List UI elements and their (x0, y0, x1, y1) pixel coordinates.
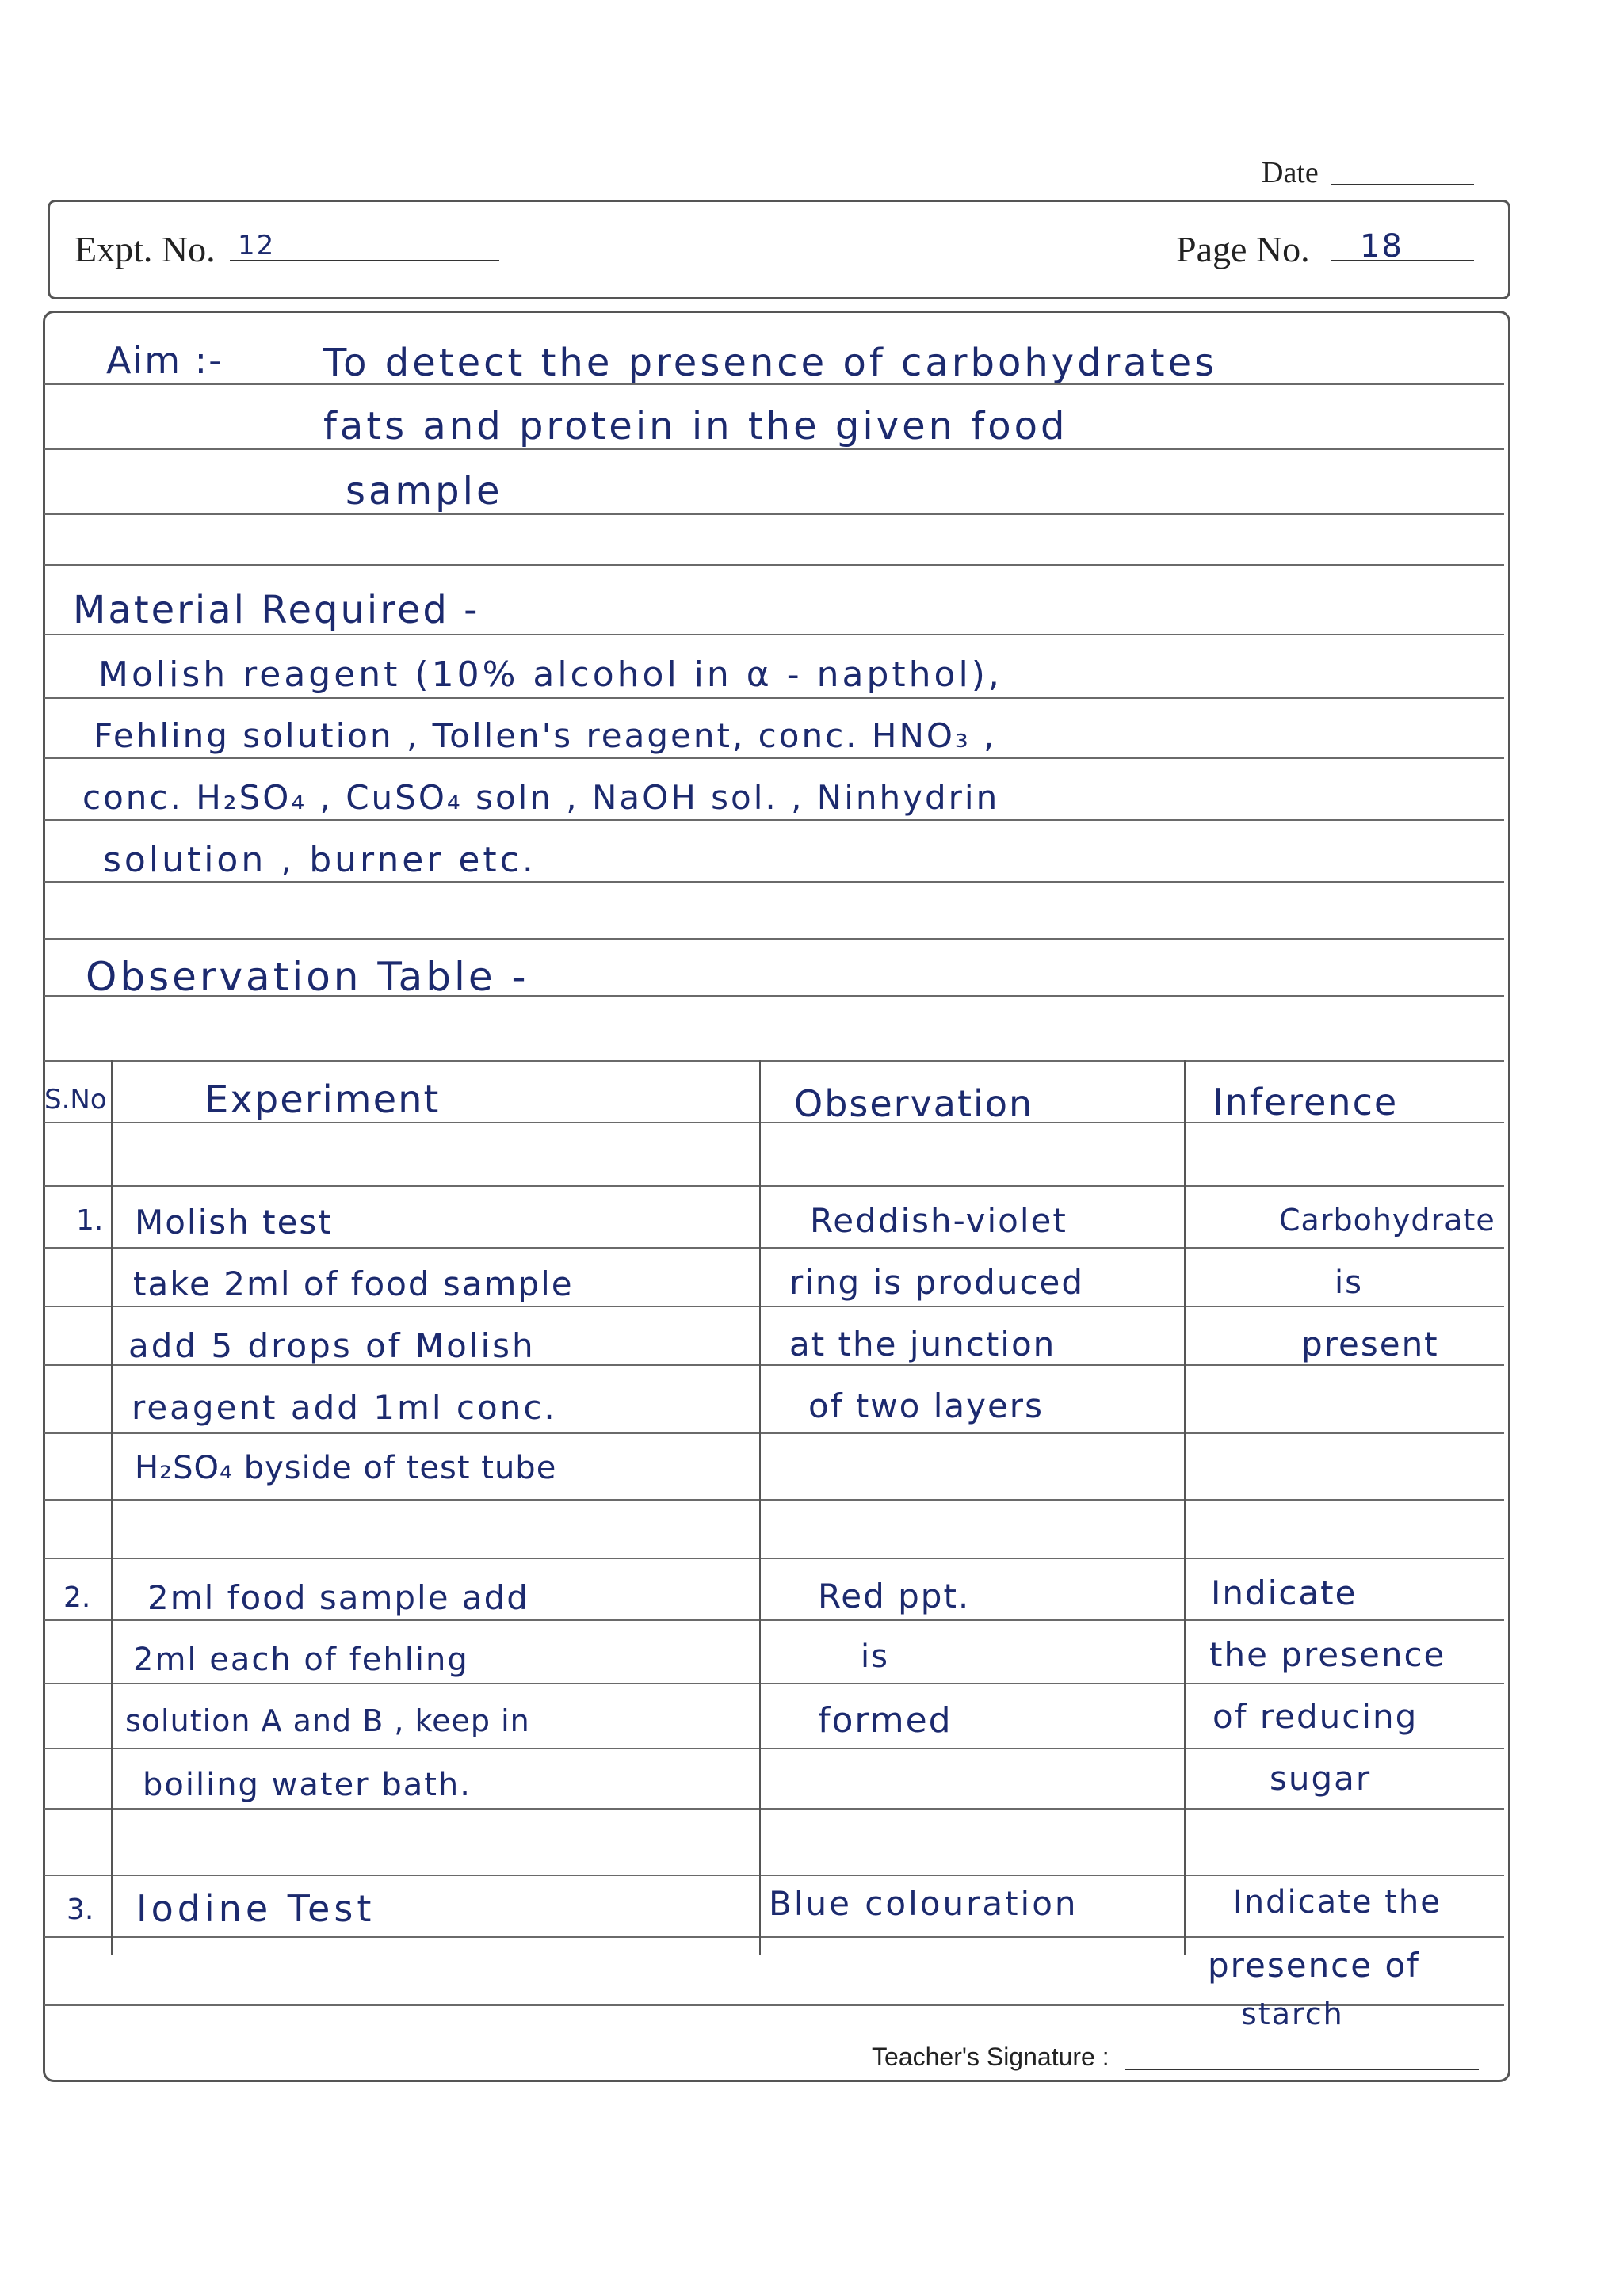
row-3-observation-line: Blue colouration (769, 1884, 1079, 1923)
materials-label: Material Required - (73, 588, 480, 632)
row-1-observation-line: of two layers (808, 1386, 1044, 1425)
teacher-signature-label: Teacher's Signature : (872, 2042, 1109, 2071)
expt-no-label: Expt. No. (74, 229, 216, 269)
row-1-experiment-line: take 2ml of food sample (133, 1264, 574, 1303)
row-1-inference-line: present (1301, 1325, 1439, 1363)
aim-label: Aim :- (106, 339, 223, 382)
row-3-sno: 3. (67, 1894, 94, 1926)
row-2-experiment-line: boiling water bath. (143, 1767, 472, 1803)
row-2-observation-line: is (861, 1638, 889, 1675)
header-experiment: Experiment (204, 1077, 441, 1122)
row-2-inference-line: sugar (1270, 1759, 1372, 1798)
row-1-observation-line: Reddish-violet (810, 1201, 1067, 1240)
row-2-inference-line: Indicate (1211, 1573, 1358, 1612)
row-1-experiment-line: H₂SO₄ byside of test tube (135, 1450, 557, 1486)
ruled-page (43, 311, 1510, 2082)
row-2-observation-line: Red ppt. (818, 1577, 971, 1615)
row-2-inference-line: the presence (1209, 1635, 1446, 1674)
row-2-experiment-line: 2ml each of fehling (133, 1642, 469, 1678)
teacher-signature-line (1125, 2069, 1479, 2070)
table-label: Observation Table - (86, 954, 529, 1000)
row-2-sno: 2. (63, 1581, 91, 1614)
row-3-inference-line: starch (1241, 1997, 1344, 2031)
materials-line-1: Molish reagent (10% alcohol in α - napthol), (98, 654, 1002, 695)
row-1-experiment-line: add 5 drops of Molish (128, 1326, 536, 1365)
date-label: Date (1262, 156, 1319, 189)
row-1-experiment-line: reagent add 1ml conc. (132, 1388, 557, 1427)
row-1-inference-line: is (1335, 1264, 1363, 1301)
header-sno: S.No (44, 1084, 107, 1116)
row-1-sno: 1. (76, 1204, 104, 1237)
row-2-inference-line: of reducing (1212, 1697, 1419, 1736)
header-inference: Inference (1212, 1081, 1399, 1123)
row-1-inference-line: Carbohydrate (1279, 1203, 1495, 1238)
materials-line-3: conc. H₂SO₄ , CuSO₄ soln , NaOH sol. , Ninhydrin (82, 778, 1000, 817)
row-2-experiment-line: solution A and B , keep in (125, 1703, 530, 1738)
aim-line-3: sample (346, 469, 503, 513)
row-3-experiment-line: Iodine Test (136, 1887, 376, 1930)
expt-no-underline (230, 260, 499, 261)
row-3-inference-line: Indicate the (1233, 1884, 1442, 1920)
header-observation: Observation (794, 1082, 1034, 1125)
row-3-inference-line: presence of (1208, 1946, 1420, 1985)
page-no-label: Page No. (1176, 229, 1310, 269)
page-no-underline (1331, 260, 1474, 261)
materials-line-4: solution , burner etc. (103, 840, 537, 880)
materials-line-2: Fehling solution , Tollen's reagent, conc. HNO₃ , (94, 716, 997, 755)
aim-line-1: To detect the presence of carbohydrates (323, 341, 1218, 385)
row-1-observation-line: at the junction (789, 1325, 1056, 1363)
row-2-observation-line: formed (818, 1700, 953, 1741)
expt-no-value: 12 (238, 230, 276, 261)
row-1-observation-line: ring is produced (789, 1263, 1085, 1302)
page-no-value: 18 (1360, 228, 1403, 265)
row-2-experiment-line: 2ml food sample add (147, 1578, 529, 1617)
row-1-experiment-line: Molish test (135, 1203, 333, 1241)
aim-line-2: fats and protein in the given food (323, 404, 1068, 448)
date-underline (1331, 184, 1474, 185)
